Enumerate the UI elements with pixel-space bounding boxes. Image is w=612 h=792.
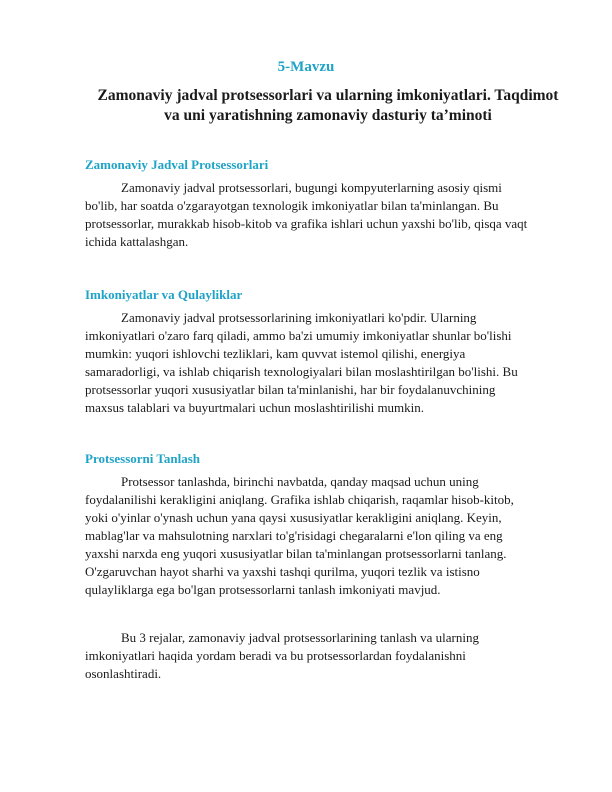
paragraph-line: yoki o'yinlar o'ynash uchun yana qaysi xususiyatlar kerakligini aniqlang. Keyin,: [85, 510, 502, 525]
paragraph-line: Bu 3 rejalar, zamonaviy jadval protsessorlarining tanlash va ularning: [121, 630, 479, 645]
section-paragraph: [85, 179, 535, 251]
paragraph-line: maxsus talablari va buyurtmalari uchun moslashtirilishi mumkin.: [85, 400, 425, 415]
section-paragraph: [85, 309, 535, 417]
paragraph-line: osonlashtiradi.: [85, 666, 162, 681]
paragraph-line: bo'lib, har soatda o'zgarayotgan texnologik imkoniyatlar bilan ta'minlangan. Bu: [85, 198, 499, 213]
paragraph-line: Zamonaviy jadval protsessorlari, bugungi kompyuterlarning asosiy qismi: [121, 180, 502, 195]
paragraph-line: imkoniyatlari o'zaro farq qiladi, ammo ba'zi umumiy imkoniyatlar shunlar bo'lishi: [85, 328, 512, 343]
section-heading: Imkoniyatlar va Qulayliklar: [85, 287, 243, 302]
paragraph-line: Protsessor tanlashda, birinchi navbatda, qanday maqsad uchun uning: [121, 474, 479, 489]
title-line: Zamonaviy jadval protsessorlari va ularning imkoniyatlari. Taqdimot: [97, 87, 559, 104]
paragraph-line: Zamonaviy jadval protsessorlarining imkoniyatlari ko'pdir. Ularning: [121, 310, 477, 325]
title-line: va uni yaratishning zamonaviy dasturiy ta’minoti: [164, 107, 492, 124]
paragraph-line: imkoniyatlari haqida yordam beradi va bu protsessorlardan foydalanishni: [85, 648, 466, 663]
paragraph-line: O'zgaruvchan hayot sharhi va yaxshi tashqi qurilma, yuqori tezlik va istisno: [85, 564, 480, 579]
closing-paragraph: [85, 629, 535, 683]
topic-number: 5-Mavzu: [277, 59, 335, 75]
section-heading: Zamonaviy Jadval Protsessorlari: [85, 157, 269, 172]
document-title: [78, 86, 578, 126]
paragraph-line: qulayliklarga ega bo'lgan protsessorlarni tanlash imkoniyati mavjud.: [85, 582, 441, 597]
paragraph-line: protsessorlar, murakkab hisob-kitob va grafika ishlari uchun yaxshi bo'lib, qisqa vaqt: [85, 216, 528, 231]
paragraph-line: protsessorlar yuqori xususiyatlar bilan ta'minlanishi, har bir foydalanuvchining: [85, 382, 496, 397]
section-heading: Protsessorni Tanlash: [85, 451, 200, 466]
section-paragraph: [85, 473, 535, 599]
paragraph-line: mumkin: yuqori ishlovchi tezliklari, kam quvvat istemol qilishi, energiya: [85, 346, 466, 361]
paragraph-line: mablag'lar va mahsulotning narxlari to'g'risidagi chegaralarni e'lon qiling va eng: [85, 528, 503, 543]
paragraph-line: samaradorligi, va ishlab chiqarish texnologiyalari bilan moslashtirilgan bo'lishi. Bu: [85, 364, 518, 379]
paragraph-line: foydalanilishi kerakligini aniqlang. Grafika ishlab chiqarish, raqamlar hisob-kitob,: [85, 492, 514, 507]
paragraph-line: ichida kattalashgan.: [85, 234, 189, 249]
paragraph-line: yaxshi narxda eng yuqori xususiyatlar bilan ta'minlangan protsessorlarni tanlang.: [85, 546, 507, 561]
